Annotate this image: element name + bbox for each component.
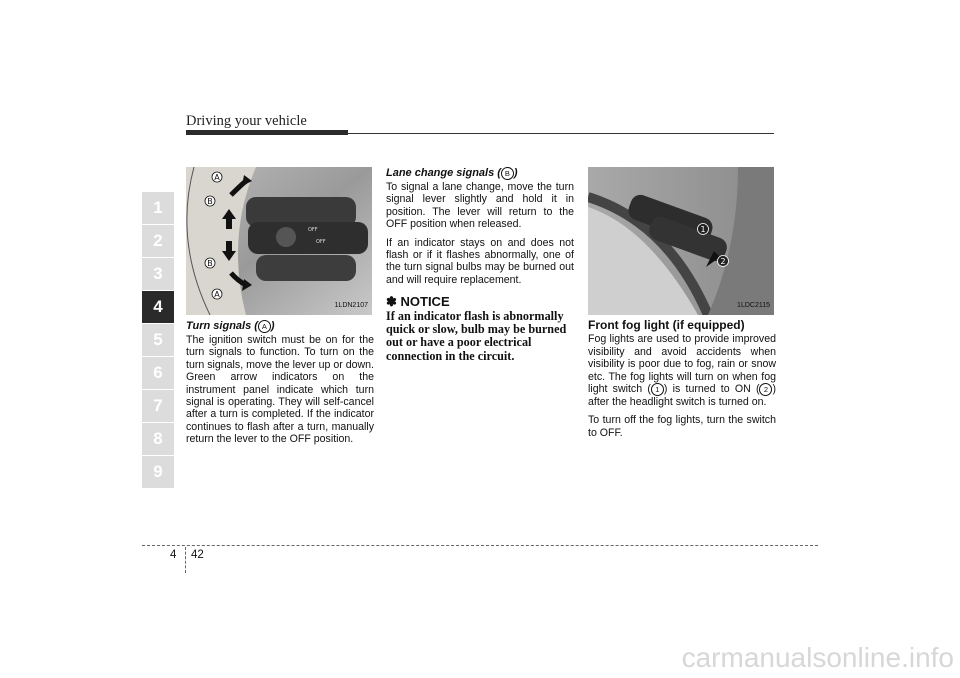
caption-text: Turn signals ( bbox=[186, 320, 258, 332]
fog-text-b: ) is turned to ON ( bbox=[663, 383, 760, 396]
figure-code: 1LDC2115 bbox=[737, 301, 770, 309]
column-middle bbox=[386, 167, 574, 363]
svg-text:OFF: OFF bbox=[316, 239, 326, 245]
caption-end: ) bbox=[270, 320, 275, 332]
running-header: Driving your vehicle bbox=[186, 113, 307, 129]
lane-change-body-1: To signal a lane change, move the turn signal lever slightly and hold it in position. The lever will return to the OFF position when released. bbox=[386, 181, 574, 231]
page-number: 42 bbox=[191, 549, 204, 561]
chapter-tab-7[interactable]: 7 bbox=[142, 390, 174, 422]
marker-1: 1 bbox=[651, 383, 664, 396]
marker-b-upper: B bbox=[207, 197, 213, 206]
figure-code: 1LDN2107 bbox=[334, 301, 368, 309]
fog-light-body-1 bbox=[588, 333, 776, 408]
header-rule bbox=[348, 133, 774, 134]
chapter-tabs bbox=[142, 192, 174, 489]
footer-divider bbox=[185, 547, 186, 573]
lane-change-body-2: If an indicator stays on and does not flash or if it flashes abnormally, one of the turn signal bulbs may be burned out and will require replacement. bbox=[386, 236, 574, 286]
chapter-tab-5[interactable]: 5 bbox=[142, 324, 174, 356]
chapter-tab-9[interactable]: 9 bbox=[142, 456, 174, 488]
fog-light-switch-photo bbox=[588, 167, 774, 315]
notice-body: If an indicator flash is abnormally quick or slow, bulb may be burned out or have a poor electrical connection in the circuit. bbox=[386, 308, 567, 363]
column-right bbox=[588, 167, 776, 445]
chapter-tab-2[interactable]: 2 bbox=[142, 225, 174, 257]
footer-chapter: 4 bbox=[170, 549, 177, 561]
footer-rule bbox=[142, 545, 818, 546]
chapter-tab-4[interactable]: 4 bbox=[142, 291, 174, 323]
chapter-tab-1[interactable]: 1 bbox=[142, 192, 174, 224]
marker-1: 1 bbox=[700, 225, 706, 234]
fog-text-c: ) after the headlight switch is turned on. bbox=[588, 383, 777, 409]
marker-2: 2 bbox=[720, 257, 726, 266]
marker-a: A bbox=[258, 320, 271, 333]
chapter-tab-6[interactable]: 6 bbox=[142, 357, 174, 389]
marker-a-top: A bbox=[214, 173, 220, 182]
column-left bbox=[186, 167, 374, 452]
fog-text-a: Fog lights are used to provide improved visibility and avoid accidents when visibility is poor due to fog, rain or snow etc. The fog lights will turn on when fog light switch ( bbox=[588, 333, 776, 396]
fog-light-heading: Front fog light (if equipped) bbox=[588, 318, 745, 332]
caption-end: ) bbox=[513, 167, 518, 179]
turn-signals-caption bbox=[186, 320, 374, 333]
marker-2: 2 bbox=[759, 383, 772, 396]
chapter-tab-8[interactable]: 8 bbox=[142, 423, 174, 455]
fog-light-body-2: To turn off the fog lights, turn the switch to OFF. bbox=[588, 414, 776, 439]
chapter-tab-3[interactable]: 3 bbox=[142, 258, 174, 290]
svg-text:OFF: OFF bbox=[308, 227, 318, 233]
marker-a-bottom: A bbox=[214, 290, 220, 299]
watermark: carmanualsonline.info bbox=[681, 642, 954, 673]
marker-b-lower: B bbox=[207, 259, 213, 268]
header-bar bbox=[186, 130, 348, 135]
turn-signals-body: The ignition switch must be on for the turn signals to function. To turn on the turn signals, move the lever up or down. Green arrow indicators on the instrument panel indicate which turn signal is operating. They will self-cancel after a turn is completed. If the indicator continues to flash after a turn, manually return the lever to the OFF position. bbox=[186, 334, 374, 446]
turn-signal-lever-photo bbox=[186, 167, 372, 315]
lane-change-caption bbox=[386, 167, 574, 180]
marker-b: B bbox=[501, 167, 514, 180]
caption-text: Lane change signals ( bbox=[386, 167, 501, 179]
notice-heading: ✽ NOTICE bbox=[386, 294, 450, 310]
